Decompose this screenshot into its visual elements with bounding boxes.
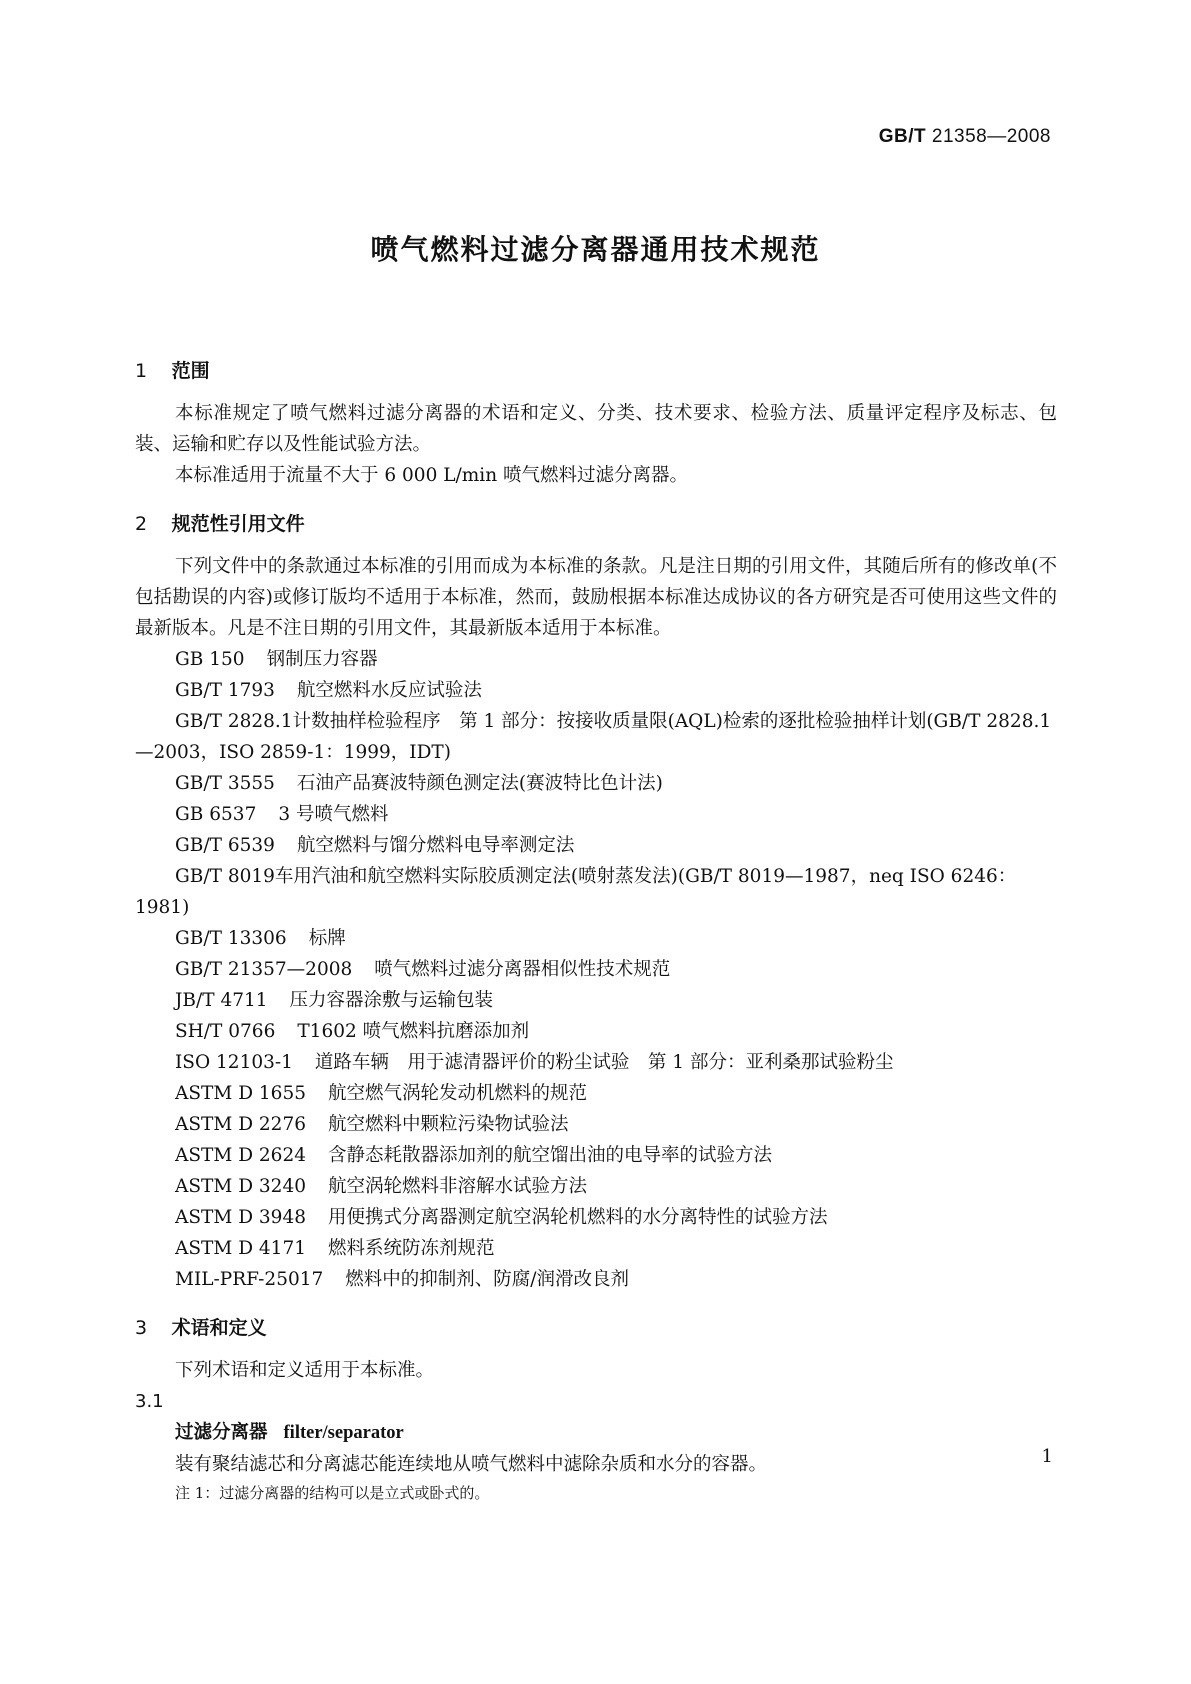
subsection-number: 3.1 — [135, 1391, 164, 1412]
section-2-intro: 下列文件中的条款通过本标准的引用而成为本标准的条款。凡是注日期的引用文件，其随后所有的修改单(不包括勘误的内容)或修订版均不适用于本标准，然而，鼓励根据本标准达成协议的各方研究是否可使用这些文件的最新版本。凡是不注日期的引用文件，其最新版本适用于本标准。 — [135, 556, 1057, 639]
standard-code-prefix: GB/T — [878, 126, 927, 147]
term-note: 注 1：过滤分离器的结构可以是立式或卧式的。 — [175, 1484, 490, 1502]
term-chinese: 过滤分离器 — [175, 1422, 268, 1443]
reference-code: GB/T 8019 — [175, 866, 275, 887]
reference-title: 燃料中的抑制剂、防腐/润滑改良剂 — [345, 1269, 630, 1290]
section-3-heading — [135, 1313, 1057, 1343]
section-3-intro: 下列术语和定义适用于本标准。 — [175, 1360, 435, 1381]
reference-title: 道路车辆 用于滤清器评价的粉尘试验 第 1 部分：亚利桑那试验粉尘 — [314, 1052, 894, 1073]
reference-item — [135, 861, 1057, 923]
reference-code: ISO 12103-1 — [175, 1052, 293, 1073]
reference-code: GB/T 6539 — [175, 835, 275, 856]
reference-item — [135, 1078, 1057, 1109]
reference-code: JB/T 4711 — [175, 990, 268, 1011]
page-number: 1 — [1041, 1446, 1053, 1467]
section-2-title: 规范性引用文件 — [171, 513, 305, 535]
section-2-heading — [135, 509, 1057, 539]
reference-code: GB/T 1793 — [175, 680, 275, 701]
section-3-title: 术语和定义 — [171, 1317, 267, 1339]
section-3-number: 3 — [135, 1317, 148, 1339]
document-title: 喷气燃料过滤分离器通用技术规范 — [370, 233, 821, 266]
section-1-para-2: 本标准适用于流量不大于 6 000 L/min 喷气燃料过滤分离器。 — [175, 465, 688, 486]
reference-title: 车用汽油和航空燃料实际胶质测定法(喷射蒸发法)(GB/T 8019—1987，neq ISO 6246：1981) — [135, 866, 1017, 918]
term-english: filter/separator — [283, 1423, 404, 1443]
section-2-number: 2 — [135, 513, 148, 535]
reference-title: 航空燃料中颗粒污染物试验法 — [328, 1114, 569, 1135]
reference-item — [135, 644, 1057, 675]
term-heading — [135, 1417, 1057, 1449]
section-1-heading — [135, 356, 1057, 386]
reference-code: ASTM D 3240 — [175, 1176, 306, 1197]
reference-code: GB/T 21357—2008 — [175, 959, 353, 980]
reference-item — [135, 1264, 1057, 1295]
reference-code: MIL-PRF-25017 — [175, 1269, 324, 1290]
reference-code: ASTM D 2624 — [175, 1145, 306, 1166]
reference-item — [135, 1171, 1057, 1202]
reference-title: 压力容器涂敷与运输包装 — [289, 990, 494, 1011]
reference-item — [135, 799, 1057, 830]
reference-title: 3 号喷气燃料 — [278, 804, 389, 825]
reference-item — [135, 1202, 1057, 1233]
reference-title: 喷气燃料过滤分离器相似性技术规范 — [374, 959, 671, 980]
reference-title: 标牌 — [308, 928, 346, 949]
reference-title: 钢制压力容器 — [266, 649, 378, 670]
section-1-title: 范围 — [171, 360, 210, 382]
reference-code: SH/T 0766 — [175, 1021, 276, 1042]
reference-item — [135, 675, 1057, 706]
reference-code: GB 6537 — [175, 804, 257, 825]
reference-title: T1602 喷气燃料抗磨添加剂 — [297, 1021, 530, 1042]
reference-title: 用便携式分离器测定航空涡轮机燃料的水分离特性的试验方法 — [328, 1207, 828, 1228]
reference-title: 航空涡轮燃料非溶解水试验方法 — [328, 1176, 588, 1197]
reference-code: GB/T 13306 — [175, 928, 287, 949]
reference-title: 计数抽样检验程序 第 1 部分：按接收质量限(AQL)检索的逐批检验抽样计划(GB/T 2828.1—2003，ISO 2859-1：1999，IDT) — [135, 711, 1052, 763]
reference-item — [135, 985, 1057, 1016]
reference-item — [135, 830, 1057, 861]
reference-code: ASTM D 2276 — [175, 1114, 306, 1135]
section-1-para-1: 本标准规定了喷气燃料过滤分离器的术语和定义、分类、技术要求、检验方法、质量评定程序及标志、包装、运输和贮存以及性能试验方法。 — [135, 403, 1057, 455]
reference-code: GB 150 — [175, 649, 245, 670]
document-body — [135, 356, 1057, 1506]
reference-title: 航空燃气涡轮发动机燃料的规范 — [328, 1083, 588, 1104]
term-definition: 装有聚结滤芯和分离滤芯能连续地从喷气燃料中滤除杂质和水分的容器。 — [175, 1454, 768, 1475]
reference-code: ASTM D 1655 — [175, 1083, 306, 1104]
reference-item — [135, 706, 1057, 768]
reference-title: 石油产品赛波特颜色测定法(赛波特比色计法) — [296, 773, 663, 794]
reference-item — [135, 1016, 1057, 1047]
reference-title: 航空燃料与馏分燃料电导率测定法 — [296, 835, 575, 856]
standard-code — [879, 126, 1051, 148]
reference-title: 航空燃料水反应试验法 — [296, 680, 482, 701]
reference-item — [135, 1109, 1057, 1140]
reference-code: GB/T 3555 — [175, 773, 275, 794]
section-1-number: 1 — [135, 360, 148, 382]
reference-code: GB/T 2828.1 — [175, 711, 293, 732]
standard-code-number: 21358—2008 — [931, 126, 1051, 147]
reference-code: ASTM D 4171 — [175, 1238, 306, 1259]
reference-code: ASTM D 3948 — [175, 1207, 306, 1228]
reference-item — [135, 954, 1057, 985]
reference-title: 含静态耗散器添加剂的航空馏出油的电导率的试验方法 — [328, 1145, 773, 1166]
reference-title: 燃料系统防冻剂规范 — [328, 1238, 495, 1259]
reference-item — [135, 1047, 1057, 1078]
reference-item — [135, 1233, 1057, 1264]
reference-item — [135, 1140, 1057, 1171]
reference-item — [135, 768, 1057, 799]
reference-item — [135, 923, 1057, 954]
